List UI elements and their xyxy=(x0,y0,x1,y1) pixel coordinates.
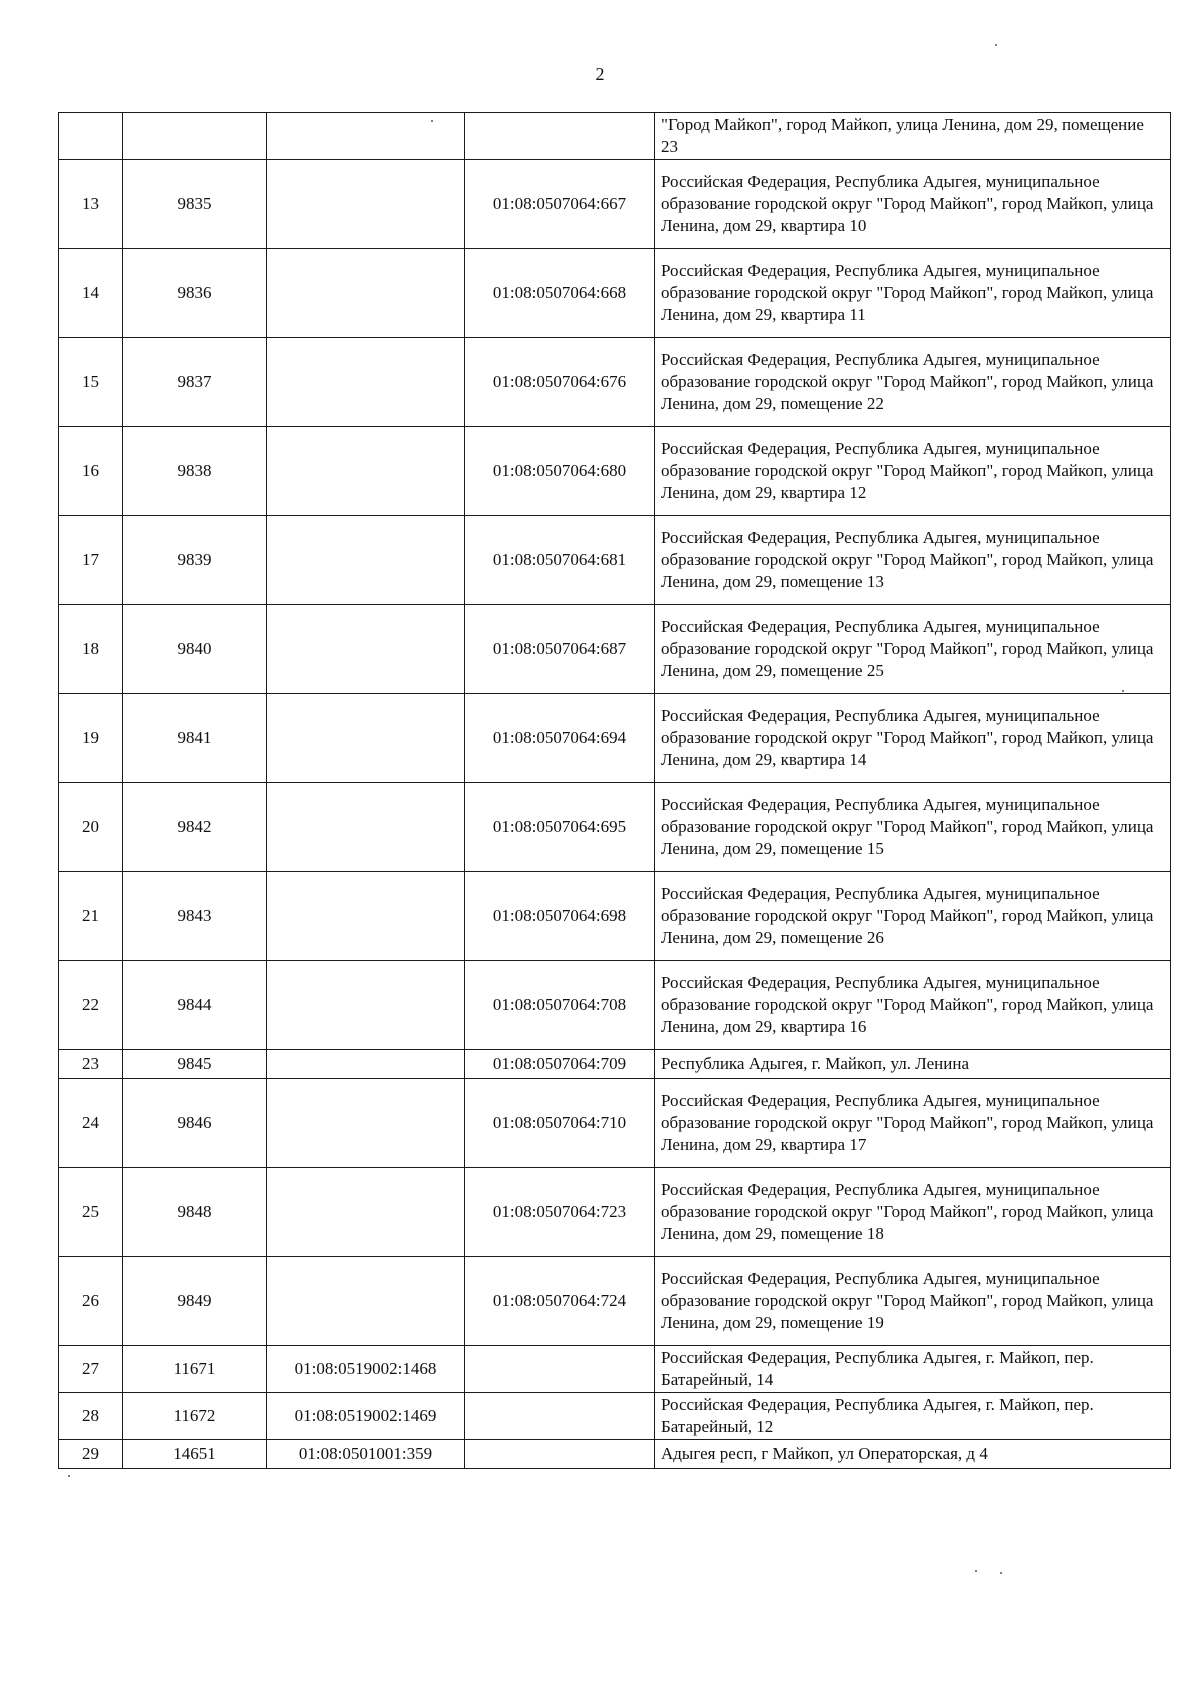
cadastral-number-cell xyxy=(465,1440,655,1469)
cadastral-number-cell xyxy=(267,872,465,961)
row-number-cell: 29 xyxy=(59,1440,123,1469)
cadastral-number-cell xyxy=(465,1346,655,1393)
table-row xyxy=(59,1168,1171,1257)
row-number-cell: 20 xyxy=(59,783,123,872)
cadastral-number-cell: 01:08:0507064:698 xyxy=(465,872,655,961)
address-cell: Российская Федерация, Республика Адыгея, муниципальное образование городской округ "Город Майкоп", город Майкоп, улица Ленина, дом 29, квартира 11 xyxy=(655,249,1171,338)
cadastral-number-cell: 01:08:0507064:694 xyxy=(465,694,655,783)
registry-table xyxy=(58,112,1171,1469)
row-number-cell: 21 xyxy=(59,872,123,961)
cadastral-number-cell xyxy=(267,516,465,605)
cadastral-number-cell: 01:08:0501001:359 xyxy=(267,1440,465,1469)
row-number-cell: 27 xyxy=(59,1346,123,1393)
row-number-cell: 16 xyxy=(59,427,123,516)
scan-speck xyxy=(68,1475,70,1477)
registry-code-cell: 9838 xyxy=(123,427,267,516)
registry-code-cell: 9848 xyxy=(123,1168,267,1257)
cadastral-number-cell xyxy=(267,783,465,872)
cadastral-number-cell xyxy=(267,338,465,427)
address-cell: Российская Федерация, Республика Адыгея, муниципальное образование городской округ "Город Майкоп", город Майкоп, улица Ленина, дом 29, помещение 19 xyxy=(655,1257,1171,1346)
table-row xyxy=(59,1393,1171,1440)
table-row xyxy=(59,1079,1171,1168)
table-row xyxy=(59,516,1171,605)
address-cell: Российская Федерация, Республика Адыгея, муниципальное образование городской округ "Город Майкоп", город Майкоп, улица Ленина, дом 29, помещение 13 xyxy=(655,516,1171,605)
cadastral-number-cell xyxy=(267,605,465,694)
cadastral-number-cell xyxy=(267,1257,465,1346)
row-number-cell: 14 xyxy=(59,249,123,338)
cadastral-number-cell xyxy=(465,1393,655,1440)
cadastral-number-cell xyxy=(267,113,465,160)
scan-speck xyxy=(975,1570,977,1572)
registry-code-cell: 9842 xyxy=(123,783,267,872)
address-cell: Российская Федерация, Республика Адыгея, муниципальное образование городской округ "Город Майкоп", город Майкоп, улица Ленина, дом 29, квартира 16 xyxy=(655,961,1171,1050)
registry-code-cell: 9836 xyxy=(123,249,267,338)
row-number-cell: 24 xyxy=(59,1079,123,1168)
registry-code-cell: 9841 xyxy=(123,694,267,783)
cadastral-number-cell: 01:08:0507064:687 xyxy=(465,605,655,694)
row-number-cell: 25 xyxy=(59,1168,123,1257)
row-number-cell: 28 xyxy=(59,1393,123,1440)
address-cell: Республика Адыгея, г. Майкоп, ул. Ленина xyxy=(655,1050,1171,1079)
table-row xyxy=(59,694,1171,783)
table-row xyxy=(59,872,1171,961)
cadastral-number-cell: 01:08:0519002:1468 xyxy=(267,1346,465,1393)
row-number-cell: 22 xyxy=(59,961,123,1050)
registry-code-cell: 9837 xyxy=(123,338,267,427)
table-row xyxy=(59,1257,1171,1346)
table-row xyxy=(59,961,1171,1050)
table-row xyxy=(59,1050,1171,1079)
table-row xyxy=(59,427,1171,516)
cadastral-number-cell xyxy=(267,694,465,783)
cadastral-number-cell xyxy=(267,1079,465,1168)
table-row xyxy=(59,1440,1171,1469)
registry-code-cell: 9840 xyxy=(123,605,267,694)
row-number-cell: 23 xyxy=(59,1050,123,1079)
cadastral-number-cell xyxy=(267,1168,465,1257)
cadastral-number-cell xyxy=(267,961,465,1050)
table-row xyxy=(59,1346,1171,1393)
scan-speck xyxy=(1122,690,1124,692)
cadastral-number-cell xyxy=(267,249,465,338)
address-cell: Российская Федерация, Республика Адыгея, муниципальное образование городской округ "Город Майкоп", город Майкоп, улица Ленина, дом 29, помещение 22 xyxy=(655,338,1171,427)
cadastral-number-cell xyxy=(267,427,465,516)
cadastral-number-cell: 01:08:0507064:723 xyxy=(465,1168,655,1257)
registry-code-cell: 9846 xyxy=(123,1079,267,1168)
registry-code-cell: 9839 xyxy=(123,516,267,605)
address-cell: Российская Федерация, Республика Адыгея, муниципальное образование городской округ "Город Майкоп", город Майкоп, улица Ленина, дом 29, квартира 14 xyxy=(655,694,1171,783)
cadastral-number-cell: 01:08:0507064:709 xyxy=(465,1050,655,1079)
cadastral-number-cell xyxy=(267,160,465,249)
cadastral-number-cell: 01:08:0507064:681 xyxy=(465,516,655,605)
cadastral-number-cell: 01:08:0507064:724 xyxy=(465,1257,655,1346)
row-number-cell: 13 xyxy=(59,160,123,249)
registry-code-cell: 11671 xyxy=(123,1346,267,1393)
row-number-cell: 19 xyxy=(59,694,123,783)
table-row xyxy=(59,249,1171,338)
cadastral-number-cell: 01:08:0507064:667 xyxy=(465,160,655,249)
registry-code-cell: 9835 xyxy=(123,160,267,249)
address-cell: Российская Федерация, Республика Адыгея, г. Майкоп, пер. Батарейный, 14 xyxy=(655,1346,1171,1393)
row-number-cell xyxy=(59,113,123,160)
table-row xyxy=(59,338,1171,427)
address-cell: Российская Федерация, Республика Адыгея, муниципальное образование городской округ "Город Майкоп", город Майкоп, улица Ленина, дом 29, помещение 15 xyxy=(655,783,1171,872)
address-cell: Российская Федерация, Республика Адыгея, муниципальное образование городской округ "Город Майкоп", город Майкоп, улица Ленина, дом 29, квартира 12 xyxy=(655,427,1171,516)
registry-code-cell: 11672 xyxy=(123,1393,267,1440)
registry-code-cell: 9843 xyxy=(123,872,267,961)
cadastral-number-cell: 01:08:0507064:668 xyxy=(465,249,655,338)
row-number-cell: 17 xyxy=(59,516,123,605)
cadastral-number-cell: 01:08:0507064:710 xyxy=(465,1079,655,1168)
address-cell: Российская Федерация, Республика Адыгея, муниципальное образование городской округ "Город Майкоп", город Майкоп, улица Ленина, дом 29, помещение 18 xyxy=(655,1168,1171,1257)
registry-code-cell: 14651 xyxy=(123,1440,267,1469)
scan-speck xyxy=(431,120,433,122)
cadastral-number-cell: 01:08:0507064:676 xyxy=(465,338,655,427)
table-row xyxy=(59,160,1171,249)
address-cell: Российская Федерация, Республика Адыгея, муниципальное образование городской округ "Город Майкоп", город Майкоп, улица Ленина, дом 29, помещение 26 xyxy=(655,872,1171,961)
address-cell: Адыгея респ, г Майкоп, ул Операторская, д 4 xyxy=(655,1440,1171,1469)
address-cell: Российская Федерация, Республика Адыгея, муниципальное образование городской округ "Город Майкоп", город Майкоп, улица Ленина, дом 29, квартира 10 xyxy=(655,160,1171,249)
cadastral-number-cell xyxy=(465,113,655,160)
row-number-cell: 18 xyxy=(59,605,123,694)
scan-speck xyxy=(995,44,997,46)
registry-code-cell xyxy=(123,113,267,160)
registry-code-cell: 9844 xyxy=(123,961,267,1050)
address-cell: "Город Майкоп", город Майкоп, улица Ленина, дом 29, помещение 23 xyxy=(655,113,1171,160)
cadastral-number-cell: 01:08:0507064:695 xyxy=(465,783,655,872)
page-number: 2 xyxy=(595,64,605,84)
table-row xyxy=(59,605,1171,694)
table-row xyxy=(59,113,1171,160)
row-number-cell: 26 xyxy=(59,1257,123,1346)
address-cell: Российская Федерация, Республика Адыгея, г. Майкоп, пер. Батарейный, 12 xyxy=(655,1393,1171,1440)
registry-code-cell: 9849 xyxy=(123,1257,267,1346)
registry-code-cell: 9845 xyxy=(123,1050,267,1079)
row-number-cell: 15 xyxy=(59,338,123,427)
address-cell: Российская Федерация, Республика Адыгея, муниципальное образование городской округ "Город Майкоп", город Майкоп, улица Ленина, дом 29, помещение 25 xyxy=(655,605,1171,694)
cadastral-number-cell xyxy=(267,1050,465,1079)
cadastral-number-cell: 01:08:0507064:708 xyxy=(465,961,655,1050)
cadastral-number-cell: 01:08:0507064:680 xyxy=(465,427,655,516)
scan-speck xyxy=(1000,1572,1002,1574)
table-row xyxy=(59,783,1171,872)
address-cell: Российская Федерация, Республика Адыгея, муниципальное образование городской округ "Город Майкоп", город Майкоп, улица Ленина, дом 29, квартира 17 xyxy=(655,1079,1171,1168)
registry-table-body xyxy=(59,113,1171,1469)
cadastral-number-cell: 01:08:0519002:1469 xyxy=(267,1393,465,1440)
